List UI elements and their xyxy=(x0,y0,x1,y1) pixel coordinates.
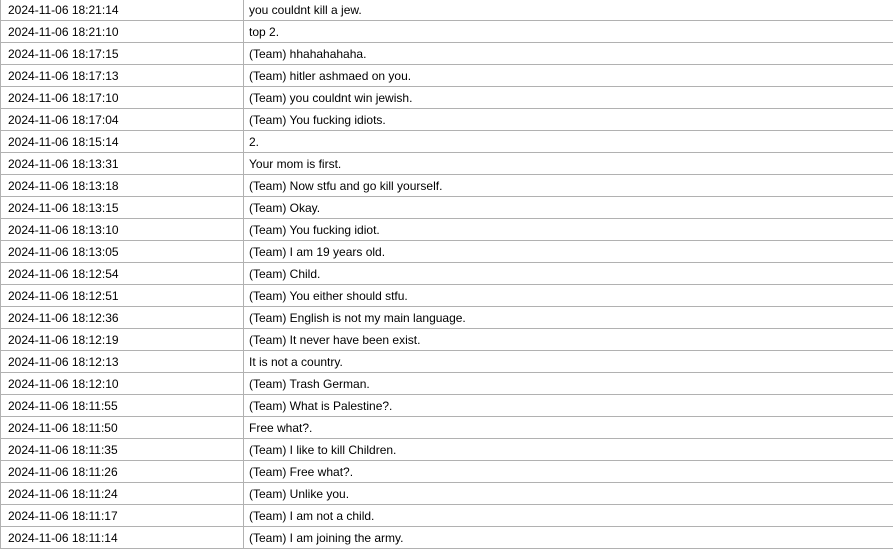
timestamp-cell: 2024-11-06 18:12:54 xyxy=(0,263,244,284)
message-cell: (Team) Unlike you. xyxy=(249,486,350,501)
timestamp-cell: 2024-11-06 18:11:26 xyxy=(0,461,244,482)
message-cell: (Team) I like to kill Children. xyxy=(249,442,397,457)
table-row xyxy=(0,0,893,21)
table-row xyxy=(0,109,893,131)
table-row xyxy=(0,307,893,329)
message-cell: (Team) You fucking idiot. xyxy=(249,222,380,237)
message-cell: It is not a country. xyxy=(249,354,343,369)
table-row xyxy=(0,43,893,65)
table-row xyxy=(0,505,893,527)
table-row xyxy=(0,329,893,351)
message-cell: 2. xyxy=(249,134,260,149)
message-cell: (Team) I am not a child. xyxy=(249,508,375,523)
timestamp-cell: 2024-11-06 18:12:13 xyxy=(0,351,244,372)
table-row xyxy=(0,527,893,549)
message-cell: (Team) You fucking idiots. xyxy=(249,112,386,127)
table-row xyxy=(0,417,893,439)
timestamp-cell: 2024-11-06 18:12:36 xyxy=(0,307,244,328)
timestamp-cell: 2024-11-06 18:13:18 xyxy=(0,175,244,196)
message-cell: (Team) Trash German. xyxy=(249,376,370,391)
table-row xyxy=(0,197,893,219)
table-row xyxy=(0,65,893,87)
message-cell: (Team) hhahahahaha. xyxy=(249,46,367,61)
timestamp-cell: 2024-11-06 18:21:10 xyxy=(0,21,244,42)
message-cell: Free what?. xyxy=(249,420,313,435)
timestamp-cell: 2024-11-06 18:11:17 xyxy=(0,505,244,526)
message-cell: top 2. xyxy=(249,24,280,39)
timestamp-cell: 2024-11-06 18:13:15 xyxy=(0,197,244,218)
message-cell: you couldnt kill a jew. xyxy=(249,2,362,17)
table-row xyxy=(0,483,893,505)
timestamp-cell: 2024-11-06 18:12:19 xyxy=(0,329,244,350)
timestamp-cell: 2024-11-06 18:13:10 xyxy=(0,219,244,240)
timestamp-cell: 2024-11-06 18:17:13 xyxy=(0,65,244,86)
table-row xyxy=(0,153,893,175)
message-cell: (Team) Child. xyxy=(249,266,321,281)
table-row xyxy=(0,21,893,43)
message-cell: (Team) Free what?. xyxy=(249,464,354,479)
table-row xyxy=(0,87,893,109)
table-row xyxy=(0,241,893,263)
timestamp-cell: 2024-11-06 18:17:04 xyxy=(0,109,244,130)
message-cell: Your mom is first. xyxy=(249,156,342,171)
timestamp-cell: 2024-11-06 18:11:35 xyxy=(0,439,244,460)
timestamp-cell: 2024-11-06 18:11:55 xyxy=(0,395,244,416)
table-row xyxy=(0,175,893,197)
timestamp-cell: 2024-11-06 18:11:50 xyxy=(0,417,244,438)
message-cell: (Team) you couldnt win jewish. xyxy=(249,90,413,105)
timestamp-cell: 2024-11-06 18:21:14 xyxy=(0,0,244,20)
table-row xyxy=(0,461,893,483)
message-cell: (Team) English is not my main language. xyxy=(249,310,466,325)
message-cell: (Team) You either should stfu. xyxy=(249,288,408,303)
message-cell: (Team) Now stfu and go kill yourself. xyxy=(249,178,443,193)
message-cell: (Team) Okay. xyxy=(249,200,321,215)
timestamp-cell: 2024-11-06 18:11:14 xyxy=(0,527,244,548)
table-row xyxy=(0,219,893,241)
message-cell: (Team) I am 19 years old. xyxy=(249,244,386,259)
timestamp-cell: 2024-11-06 18:12:51 xyxy=(0,285,244,306)
timestamp-cell: 2024-11-06 18:17:15 xyxy=(0,43,244,64)
timestamp-cell: 2024-11-06 18:13:31 xyxy=(0,153,244,174)
table-row xyxy=(0,285,893,307)
timestamp-cell: 2024-11-06 18:17:10 xyxy=(0,87,244,108)
table-row xyxy=(0,439,893,461)
table-row xyxy=(0,373,893,395)
table-row xyxy=(0,131,893,153)
timestamp-cell: 2024-11-06 18:11:24 xyxy=(0,483,244,504)
table-row xyxy=(0,351,893,373)
table-row xyxy=(0,263,893,285)
table-row xyxy=(0,395,893,417)
message-cell: (Team) What is Palestine?. xyxy=(249,398,393,413)
timestamp-cell: 2024-11-06 18:13:05 xyxy=(0,241,244,262)
message-cell: (Team) It never have been exist. xyxy=(249,332,421,347)
message-cell: (Team) hitler ashmaed on you. xyxy=(249,68,412,83)
timestamp-cell: 2024-11-06 18:15:14 xyxy=(0,131,244,152)
message-cell: (Team) I am joining the army. xyxy=(249,530,404,545)
timestamp-cell: 2024-11-06 18:12:10 xyxy=(0,373,244,394)
